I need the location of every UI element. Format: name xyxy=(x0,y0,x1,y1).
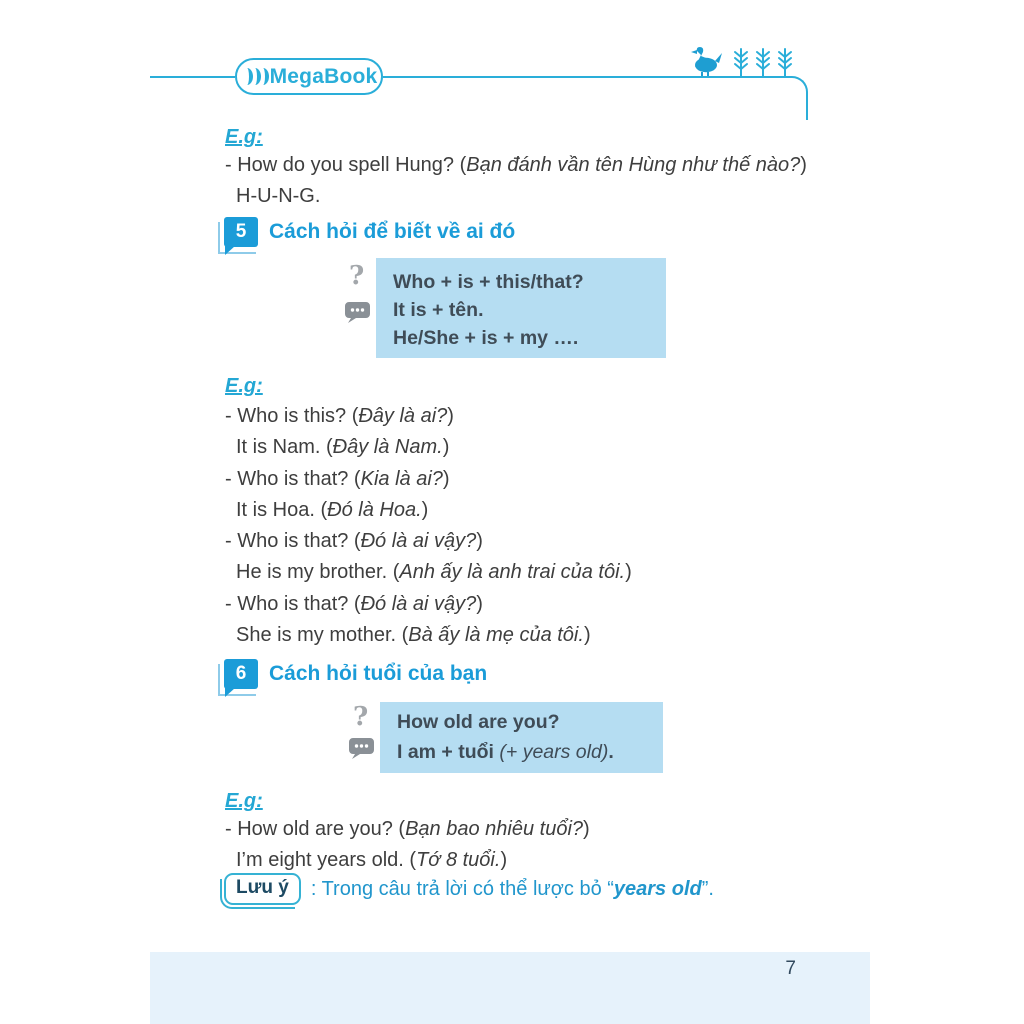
example-line: - How do you spell Hung? (Bạn đánh vần tên Hùng như thế nào?) xyxy=(225,154,807,176)
pattern-line: How old are you? xyxy=(397,711,560,733)
example-label: E.g: xyxy=(225,375,263,397)
wheat-icon xyxy=(754,47,772,77)
duck-icon xyxy=(688,45,724,77)
note-row xyxy=(224,873,714,905)
grammar-pattern-box-who xyxy=(376,258,666,358)
pattern-line: He/She + is + my …. xyxy=(393,327,579,349)
header-rule-left xyxy=(150,76,235,78)
example-line: He is my brother. (Anh ấy là anh trai của tôi.) xyxy=(236,561,632,584)
section-number-badge: 5 xyxy=(224,217,258,247)
example-line: - Who is that? (Đó là ai vậy?) xyxy=(225,530,483,553)
example-line: - Who is that? (Đó là ai vậy?) xyxy=(225,592,483,615)
note-badge: Lưu ý xyxy=(224,873,301,905)
note-text: : Trong câu trả lời có thể lược bỏ “years old”. xyxy=(310,877,714,900)
section-heading-6 xyxy=(224,659,487,689)
logo-arcs-icon xyxy=(241,68,265,85)
wheat-icon xyxy=(776,47,794,77)
logo-text: MegaBook xyxy=(269,64,378,88)
pattern-line: It is + tên. xyxy=(393,299,484,321)
question-mark-icon: ? xyxy=(353,702,369,732)
example-line: It is Nam. (Đây là Nam.) xyxy=(236,436,450,459)
example-line: - Who is that? (Kia là ai?) xyxy=(225,467,450,490)
example-line: - Who is this? (Đây là ai?) xyxy=(225,405,454,427)
page-number: 7 xyxy=(785,958,796,979)
example-line: I’m eight years old. (Tớ 8 tuổi.) xyxy=(236,849,508,872)
example-block-2 xyxy=(225,401,632,651)
example-line: It is Hoa. (Đó là Hoa.) xyxy=(236,498,429,521)
section-title: Cách hỏi tuổi của bạn xyxy=(269,662,488,685)
section-number-badge: 6 xyxy=(224,659,258,689)
example-label: E.g: xyxy=(225,790,263,812)
example-block-3 xyxy=(225,814,590,877)
question-mark-icon: ? xyxy=(349,261,365,291)
example-line: H-U-N-G. xyxy=(236,185,321,208)
section-title: Cách hỏi để biết về ai đó xyxy=(269,220,516,243)
example-line: - How old are you? (Bạn bao nhiêu tuổi?) xyxy=(225,818,590,840)
grammar-pattern-box-age xyxy=(380,702,663,773)
example-label: E.g: xyxy=(225,126,263,148)
speech-bubble-icon xyxy=(344,300,371,324)
example-line: She is my mother. (Bà ấy là mẹ của tôi.) xyxy=(236,624,591,647)
speech-bubble-icon xyxy=(348,736,375,760)
megabook-logo xyxy=(235,58,383,95)
wheat-icon xyxy=(732,47,750,77)
page-footer xyxy=(150,952,870,1024)
pattern-line: I am + tuổi (+ years old). xyxy=(397,740,614,763)
pattern-line: Who + is + this/that? xyxy=(393,271,584,293)
header-rule-right xyxy=(383,76,808,120)
example-block-1 xyxy=(225,150,807,213)
section-heading-5 xyxy=(224,217,515,247)
